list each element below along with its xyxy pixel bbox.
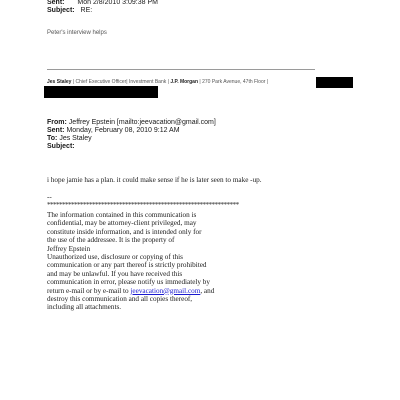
disclaimer-line: constitute inside information, and is intended only for xyxy=(47,227,202,236)
sent-label: Sent: xyxy=(47,0,65,6)
disclaimer-line: The information contained in this communication is xyxy=(47,211,197,219)
signature-title: | Chief Executive Officer| Investment Bank | xyxy=(72,79,169,85)
confidentiality-disclaimer xyxy=(47,211,214,312)
forward-sent-label: Sent: xyxy=(47,127,65,134)
top-sent-line xyxy=(47,0,158,7)
redaction-box xyxy=(316,77,353,88)
disclaimer-line: communication or any part thereof is strictly prohibited xyxy=(47,261,207,270)
disclaimer-line xyxy=(47,287,214,295)
disclaimer-line: and may be unlawful. If you have received this xyxy=(47,269,183,278)
forward-sent-line xyxy=(47,127,216,135)
disclaimer-text: , and xyxy=(200,286,215,295)
forward-subject-label: Subject: xyxy=(47,143,75,150)
to-label: To: xyxy=(47,135,58,142)
disclaimer-line: confidential, may be attorney-client privileged, may xyxy=(47,219,197,228)
signature-company: J.P. Morgan xyxy=(170,79,199,85)
top-subject-line xyxy=(47,7,92,15)
sent-value: Mon 2/8/2010 3:09:38 PM xyxy=(77,0,158,6)
disclaimer-line: Unauthorized use, disclosure or copying of this xyxy=(47,253,183,262)
disclaimer-text: return e-mail or by e-mail to xyxy=(47,286,131,295)
forward-subject-line xyxy=(47,143,216,151)
signature-divider xyxy=(47,69,315,70)
message-body: i hope jamie has a plan. it could make sense if he is later seen to make -up. xyxy=(47,176,262,184)
from-value: Jeffrey Epstein [mailto:jeevacation@gmail.com] xyxy=(68,119,216,126)
signature-line xyxy=(47,79,268,85)
from-line xyxy=(47,119,216,127)
separator-dashes: -- xyxy=(47,193,52,201)
subject-label: Subject: xyxy=(47,7,75,14)
subject-value: RE: xyxy=(80,7,93,14)
to-line xyxy=(47,135,216,143)
signature-name: Jes Staley xyxy=(47,79,72,85)
forwarded-header xyxy=(47,119,216,151)
email-link[interactable]: jeevacation@gmail.com xyxy=(130,286,201,295)
disclaimer-line: including all attachments. xyxy=(47,303,122,312)
disclaimer-line: communication in error, please notify us immediately by xyxy=(47,278,210,287)
disclaimer-line: destroy this communication and all copies thereof, xyxy=(47,295,193,304)
disclaimer-line: the use of the addressee. It is the property of xyxy=(47,236,175,245)
reply-body: Peter's interview helps xyxy=(47,30,107,36)
disclaimer-line: Jeffrey Epstein xyxy=(47,244,91,253)
signature-address: | 270 Park Avenue, 47th Floor | xyxy=(199,79,269,85)
to-value: Jes Staley xyxy=(59,135,92,142)
forward-sent-value: Monday, February 08, 2010 9:12 AM xyxy=(66,127,180,134)
from-label: From: xyxy=(47,119,67,126)
separator-stars: **************************************************************** xyxy=(47,201,239,209)
redaction-box xyxy=(44,86,158,98)
